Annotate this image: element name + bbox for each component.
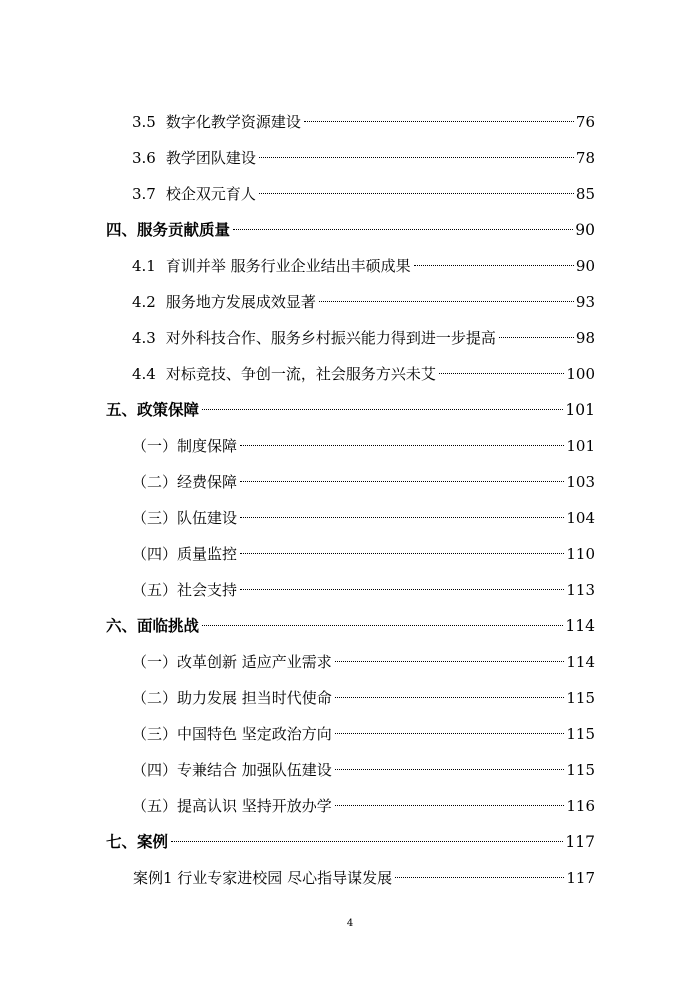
toc-entry[interactable] [132,686,595,710]
toc-entry-title: 对标竞技、争创一流，社会服务方兴未艾 [165,365,436,383]
toc-entry-page: 116 [566,797,595,815]
toc-entry-page: 104 [566,509,595,527]
toc-entry-title: 案例1 行业专家进校园 尽心指导谋发展 [133,869,393,887]
toc-dot-leader [395,877,564,878]
toc-dot-leader [259,193,574,194]
toc-entry-page: 110 [566,545,595,563]
toc-entry-page: 115 [566,689,595,707]
toc-entry-number: 4.4 [132,365,156,383]
toc-entry-page: 93 [575,293,595,311]
toc-entry[interactable] [132,506,595,530]
toc-entry-page: 90 [575,257,595,275]
toc-entry-title: 五、政策保障 [106,400,200,419]
toc-entry-title: 对外科技合作、服务乡村振兴能力得到进一步提高 [165,329,496,347]
toc-dot-leader [259,157,574,158]
toc-entry-title: 七、案例 [106,832,169,851]
toc-chapter-entry[interactable] [106,218,595,242]
toc-dot-leader [319,301,574,302]
toc-entry-number: 4.3 [132,329,156,347]
toc-entry[interactable] [132,578,595,602]
toc-dot-leader [304,121,574,122]
toc-entry-title: 数字化教学资源建设 [165,113,301,131]
toc-entry[interactable] [132,650,595,674]
toc-entry-title: 育训并举 服务行业企业结出丰硕成果 [165,257,411,275]
toc-entry-title: 六、面临挑战 [106,616,200,635]
toc-dot-leader [240,445,564,446]
toc-entry[interactable] [132,470,595,494]
toc-entry[interactable] [132,290,595,314]
toc-chapter-entry[interactable] [106,398,595,422]
toc-entry[interactable] [132,182,595,206]
toc-entry-number: 4.2 [132,293,156,311]
toc-chapter-entry[interactable] [106,830,595,854]
toc-entry-title: （五）提高认识 坚持开放办学 [132,797,332,815]
toc-entry-page: 90 [575,221,595,239]
toc-entry-number: 3.6 [132,149,156,167]
toc-entry-page: 113 [566,581,595,599]
toc-entry-page: 115 [566,725,595,743]
toc-dot-leader [202,409,563,410]
toc-entry-page: 85 [575,185,595,203]
toc-entry-title: 教学团队建设 [165,149,256,167]
toc-entry-page: 117 [565,833,595,851]
toc-entry-title: （五）社会支持 [132,581,238,599]
toc-entry[interactable] [132,794,595,818]
toc-dot-leader [335,769,565,770]
toc-dot-leader [240,481,564,482]
toc-dot-leader [171,841,563,842]
toc-dot-leader [233,229,573,230]
toc-entry-title: 服务地方发展成效显著 [165,293,316,311]
toc-entry[interactable] [132,110,595,134]
toc-entry-page: 103 [566,473,595,491]
toc-entry[interactable] [132,542,595,566]
toc-entry[interactable] [132,434,595,458]
toc-entry[interactable] [133,866,595,890]
toc-dot-leader [240,589,564,590]
toc-entry-title: （一）改革创新 适应产业需求 [132,653,332,671]
toc-entry[interactable] [132,362,595,386]
toc-entry-page: 78 [575,149,595,167]
toc-entry-title: （二）助力发展 担当时代使命 [132,689,332,707]
toc-dot-leader [414,265,574,266]
toc-chapter-entry[interactable] [106,614,595,638]
toc-dot-leader [202,625,563,626]
toc-entry-title: （四）专兼结合 加强队伍建设 [132,761,332,779]
toc-entry-title: （四）质量监控 [132,545,238,563]
toc-dot-leader [240,553,564,554]
toc-entry-number: 4.1 [132,257,156,275]
toc-entry-page: 115 [566,761,595,779]
toc-entry-page: 114 [565,617,595,635]
toc-entry-page: 76 [575,113,595,131]
toc-entry[interactable] [132,722,595,746]
toc-entry-page: 100 [566,365,595,383]
toc-entry-title: 四、服务贡献质量 [106,220,231,239]
toc-entry[interactable] [132,254,595,278]
page-number: 4 [346,918,354,929]
toc-entry-title: 校企双元育人 [165,185,256,203]
toc-dot-leader [240,517,564,518]
toc-dot-leader [335,805,565,806]
toc-dot-leader [335,733,565,734]
toc-entry[interactable] [132,326,595,350]
toc-entry-page: 98 [575,329,595,347]
toc-entry-number: 3.5 [132,113,156,131]
toc-entry[interactable] [132,758,595,782]
toc-entry-page: 114 [566,653,595,671]
toc-dot-leader [335,661,565,662]
toc-entry-page: 117 [566,869,595,887]
toc-dot-leader [439,373,564,374]
toc-entry-title: （一）制度保障 [132,437,238,455]
toc-entry-number: 3.7 [132,185,156,203]
toc-dot-leader [499,337,574,338]
toc-entry-title: （三）队伍建设 [132,509,238,527]
toc-entry-page: 101 [566,437,595,455]
toc-entry[interactable] [132,146,595,170]
toc-entry-page: 101 [565,401,595,419]
toc-entry-title: （二）经费保障 [132,473,238,491]
toc-dot-leader [335,697,565,698]
toc-entry-title: （三）中国特色 坚定政治方向 [132,725,332,743]
